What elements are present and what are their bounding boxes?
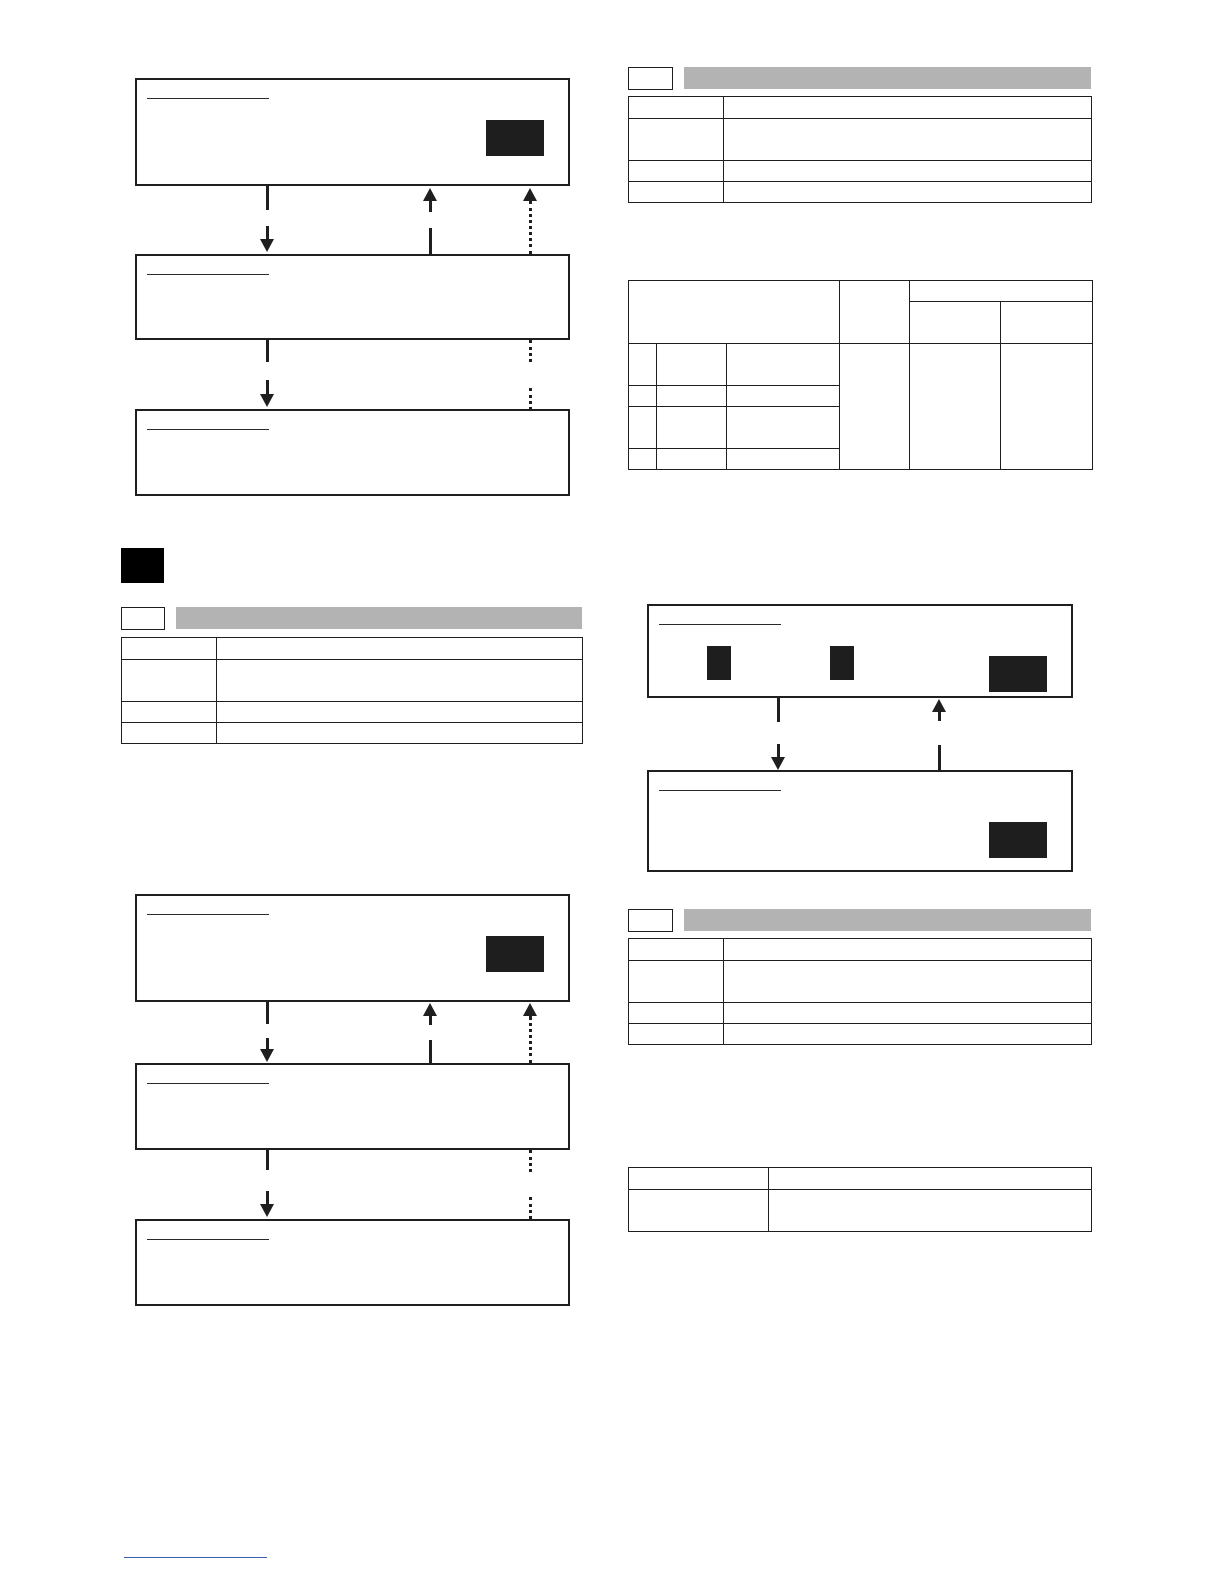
table-cell — [724, 182, 1092, 203]
connector-line — [266, 1002, 269, 1024]
table-cell — [727, 344, 840, 386]
table-cell — [910, 302, 1001, 344]
table-cell — [122, 638, 217, 660]
table-row — [629, 1190, 1092, 1232]
table-cell — [1001, 344, 1093, 470]
lcd-screen-1a — [135, 78, 570, 186]
dotted-connector — [529, 1016, 532, 1064]
screen-title-underline — [147, 98, 269, 99]
table-cell — [629, 182, 724, 203]
table-cell — [657, 386, 727, 407]
table-cell — [727, 407, 840, 449]
table-cell — [629, 1024, 724, 1045]
table-cell — [657, 449, 727, 470]
table-row — [629, 182, 1092, 203]
table-cell — [724, 161, 1092, 182]
lcd-screen-2c — [135, 1219, 570, 1306]
soft-key — [486, 936, 544, 972]
section-heading-bar — [684, 909, 1091, 931]
section-heading-bar — [684, 67, 1091, 89]
table-cell — [122, 723, 217, 744]
table-row — [629, 1003, 1092, 1024]
arrow-down-icon — [260, 1204, 274, 1217]
table-row — [629, 344, 1093, 386]
table-cell — [629, 1190, 769, 1232]
connector-line — [266, 186, 269, 210]
cursor-block — [830, 646, 854, 680]
table-cell — [122, 660, 217, 702]
connector-line — [266, 340, 269, 362]
connector-line — [777, 744, 780, 758]
lcd-screen-1c — [135, 409, 570, 496]
table-cell — [629, 1003, 724, 1024]
arrow-down-icon — [260, 1049, 274, 1062]
dotted-connector — [529, 1150, 532, 1172]
screen-title-underline — [659, 790, 781, 791]
spec-grid-table — [628, 280, 1093, 470]
lcd-screen-3a — [647, 604, 1073, 698]
soft-key — [989, 656, 1047, 692]
table-row — [629, 119, 1092, 161]
dotted-connector — [529, 1197, 532, 1219]
screen-title-underline — [147, 914, 269, 915]
dotted-connector — [529, 201, 532, 254]
arrow-down-icon — [260, 239, 274, 252]
arrow-up-icon — [523, 188, 537, 201]
table-cell — [724, 939, 1092, 961]
table-row — [629, 97, 1092, 119]
spec-table-right-bottom — [628, 1167, 1092, 1232]
table-row — [122, 638, 583, 660]
screen-title-underline — [147, 274, 269, 275]
table-cell — [217, 660, 583, 702]
table-row — [629, 161, 1092, 182]
connector-line — [266, 380, 269, 394]
table-row — [629, 1024, 1092, 1045]
table-cell — [629, 449, 657, 470]
table-row — [629, 939, 1092, 961]
table-cell — [840, 344, 910, 470]
table-row — [122, 702, 583, 723]
table-cell — [724, 119, 1092, 161]
lcd-screen-2b — [135, 1063, 570, 1150]
table-cell — [840, 281, 910, 344]
table-cell — [629, 961, 724, 1003]
lcd-screen-2a — [135, 894, 570, 1002]
spec-table-right-mid — [628, 938, 1092, 1045]
connector-line — [938, 745, 941, 771]
connector-line — [429, 1015, 432, 1025]
table-cell — [724, 97, 1092, 119]
table-cell — [629, 281, 840, 344]
dotted-connector — [529, 340, 532, 362]
dotted-connector — [529, 388, 532, 410]
table-cell — [657, 344, 727, 386]
table-cell — [629, 97, 724, 119]
table-row — [122, 660, 583, 702]
table-row — [629, 961, 1092, 1003]
table-cell — [727, 386, 840, 407]
arrow-up-icon — [523, 1003, 537, 1016]
table-row — [629, 1168, 1092, 1190]
screen-title-underline — [659, 624, 781, 625]
table-cell — [910, 344, 1001, 470]
table-cell — [629, 344, 657, 386]
section-marker — [121, 548, 164, 583]
screen-title-underline — [147, 1083, 269, 1084]
table-cell — [724, 1024, 1092, 1045]
table-cell — [724, 961, 1092, 1003]
table-cell — [629, 1168, 769, 1190]
lcd-screen-3b — [647, 770, 1073, 872]
table-cell — [217, 702, 583, 723]
table-cell — [769, 1190, 1092, 1232]
arrow-down-icon — [771, 757, 785, 770]
arrow-down-icon — [260, 394, 274, 407]
table-cell — [629, 161, 724, 182]
table-cell — [629, 386, 657, 407]
connector-line — [429, 228, 432, 254]
table-cell — [727, 449, 840, 470]
connector-line — [266, 1191, 269, 1205]
table-cell — [769, 1168, 1092, 1190]
connector-line — [429, 200, 432, 212]
code-box — [121, 607, 165, 630]
screen-title-underline — [147, 1239, 269, 1240]
table-cell — [629, 407, 657, 449]
table-row — [629, 281, 1093, 302]
cursor-block — [707, 646, 731, 680]
table-cell — [910, 281, 1093, 302]
table-cell — [629, 939, 724, 961]
connector-line — [266, 226, 269, 240]
footer-link[interactable] — [124, 1557, 267, 1558]
section-heading-bar — [176, 607, 582, 629]
connector-line — [429, 1040, 432, 1064]
table-cell — [217, 723, 583, 744]
table-cell — [657, 407, 727, 449]
table-cell — [724, 1003, 1092, 1024]
lcd-screen-1b — [135, 254, 570, 340]
connector-line — [777, 698, 780, 722]
soft-key — [486, 120, 544, 156]
connector-line — [938, 711, 941, 721]
spec-table-right-top — [628, 96, 1092, 203]
code-box — [628, 909, 673, 932]
table-cell — [122, 702, 217, 723]
screen-title-underline — [147, 429, 269, 430]
table-cell — [1001, 302, 1093, 344]
table-cell — [629, 119, 724, 161]
code-box — [628, 67, 673, 90]
spec-table-left — [121, 637, 583, 744]
table-row — [122, 723, 583, 744]
table-cell — [217, 638, 583, 660]
connector-line — [266, 1150, 269, 1170]
soft-key — [989, 822, 1047, 858]
